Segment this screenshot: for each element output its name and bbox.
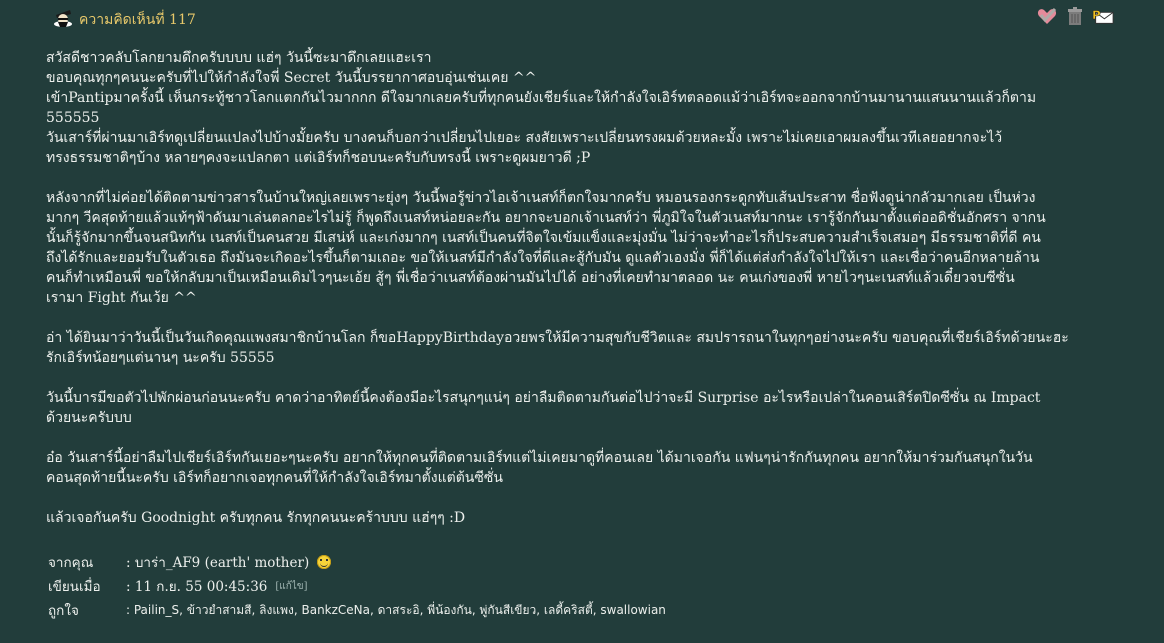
like-check-icon[interactable] xyxy=(1036,6,1058,26)
likes-row xyxy=(48,598,666,622)
body-line: อ่า ได้ยินมาว่าวันนี้เป็นวันเกิดคุณแพงสมาชิกบ้านโลก ก็ขอHappyBirthdayอวยพรให้มีความสุขกับชีวิตและ สมปรารถนาในทุกๆอย่างนะครับ ขอบคุณที่เชียร์เอิร์ทด้วยนะฮะ xyxy=(46,330,1069,346)
smiley-icon xyxy=(317,555,331,569)
body-line: วันนี้บารมีขอตัวไปพักผ่อนก่อนนะครับ คาดว่าอาทิตย์นี้คงต้องมีอะไรสนุกๆแน่ๆ อย่าลืมติดตามกันต่อไปว่าจะมี Surprise อะไรหรือเปล่าในคอนเสิร์ตปิดซีซั่น ณ Impact xyxy=(46,390,1041,406)
spy-icon xyxy=(52,6,74,28)
trash-icon[interactable] xyxy=(1064,6,1086,26)
body-line: แล้วเจอกันครับ Goodnight ครับทุกคน รักทุกคนนะคร้าบบบ แฮ่ๆๆ :D xyxy=(46,510,466,526)
likes-label: ถูกใจ xyxy=(48,603,79,619)
body-line: คอนสุดท้ายนี้นะครับ เอิร์ทก็อยากเจอทุกคนที่ให้กำลังใจเอิร์ทมาตั้งแต่ต้นซีซั่น xyxy=(46,470,503,486)
body-line: วันเสาร์ที่ผ่านมาเอิร์ทดูเปลี่ยนแปลงไปบ้างมั้ยครับ บางคนก็บอกว่าเปลี่ยนไปเยอะ สงสัยเพราะเปลี่ยนทรงผมด้วยหละมั้ง เพราะไม่เคยเอาผมลงขึ้นเวทีเลยอยากจะไว้ xyxy=(46,130,1003,146)
comment-body xyxy=(46,48,1121,528)
comment-title: ความคิดเห็นที่ 117 xyxy=(79,12,196,28)
svg-text:P: P xyxy=(1092,7,1101,22)
author-name[interactable]: : บาร่า_AF9 (earth' mother) xyxy=(126,555,310,571)
comment-header xyxy=(0,0,1164,34)
comment-toolbar xyxy=(1036,6,1114,26)
body-line: คนก็ทำเหมือนพี่ ขอให้กลับมาเป็นเหมือนเดิมไวๆนะเอ้ย สู้ๆ พี่เชื่อว่าเนสท์ต้องผ่านมันไปได้ อย่างที่เคยทำมาตลอด นะ คนเก่งของพี่ หายไวๆนะเนสท์แล้วเดี๋ยวจบซีซั่น xyxy=(46,270,1015,286)
body-line: ด้วยนะครับบบ xyxy=(46,410,132,426)
author-row xyxy=(48,550,666,574)
body-line: ทรงธรรมชาติๆบ้าง หลายๆคงจะแปลกตา แต่เอิร์ทก็ชอบนะครับกับทรงนี้ เพราะดูผมยาวดี ;P xyxy=(46,150,591,166)
date-row xyxy=(48,574,666,598)
body-line: รักเอิร์ทน้อยๆแต่นานๆ นะครับ 55555 xyxy=(46,350,275,366)
body-line: ขอบคุณทุกๆคนนะครับที่ไปให้กำลังใจพี่ Secret วันนี้บรรยากาศอบอุ่นเช่นเคย ^^ xyxy=(46,70,537,86)
comment-meta xyxy=(48,550,666,622)
body-line: ถึงได้รักและยอมรับในตัวเธอ ถึงมันจะเกิดอะไรขึ้นก็ตามเถอะ ขอให้เนสท์มีกำลังใจที่ดีและสู้กับมัน ดูแลตัวเองมั่ง พี่ก็ได้แต่ส่งกำลังใจไปให้เรา และเชื่อว่าคนอีกหลายล้าน xyxy=(46,250,1040,266)
written-label: เขียนเมื่อ xyxy=(48,579,101,595)
edit-link[interactable]: [แก้ไข] xyxy=(275,580,308,592)
body-line: อ๋อ วันเสาร์นี้อย่าลืมไปเชียร์เอิร์ทกันเยอะๆนะครับ อยากให้ทุกคนที่ติดตามเอิร์ทแต่ไม่เคยมาดูที่คอนเลย ได้มาเจอกัน แฟนๆน่ารักกันทุกคน อยากให้มาร่วมกันสนุกในวัน xyxy=(46,450,1033,466)
body-line: สวัสดีชาวคลับโลกยามดึกครับบบบ แฮ่ๆ วันนี้ซะมาดึกเลยแฮะเรา xyxy=(46,50,432,66)
message-icon[interactable] xyxy=(1092,6,1114,26)
from-label: จากคุณ xyxy=(48,555,94,571)
body-line: เรามา Fight กันเว้ย ^^ xyxy=(46,290,197,306)
body-line: นั้นก็รู้จักมากขึ้นจนสนิทกัน เนสท์เป็นคนสวย มีเสน่ห์ และเก่งมากๆ เนสท์เป็นคนที่จิตใจเข้มแข็งและมุ่งมั่น ไม่ว่าจะทำอะไรก็ประสบความสำเร็จเสมอๆ มีธรรมชาติที่ดี คน xyxy=(46,230,1041,246)
likers-list: : Pailin_S, ข้าวยำสามสี, ลิงแพง, BankzCeNa, ดาสระอิ, พี่น้องกัน, พู่กันสีเขียว, เลดี้คริสตี้, swallowian xyxy=(126,602,666,617)
body-line: เข้าPantipมาครั้งนี้ เห็นกระทู้ชาวโลกแตกกันไวมากกก ดีใจมากเลยครับที่ทุกคนยังเชียร์และให้กำลังใจเอิร์ทตลอดแม้ว่าเอิร์ทจะออกจากบ้านมานานแสนนานแล้วก็ตาม xyxy=(46,90,1037,106)
body-line: 555555 xyxy=(46,110,100,126)
body-line: มากๆ วีคสุดท้ายแล้วแท้ๆฟ้าดันมาเล่นตลกอะไรไม่รู้ ก็พูดถึงเนสท์หน่อยละกัน อยากจะบอกเจ้าเนสท์ว่า พี่ภูมิใจในตัวเนสท์มากนะ เรารู้จักกันมาตั้งแต่ออดิชั่นอักศรา จากน xyxy=(46,210,1046,226)
body-line: หลังจากที่ไม่ค่อยได้ติดตามข่าวสารในบ้านใหญ่เลยเพราะยุ่งๆ วันนี้พอรู้ข่าวไอเจ้าเนสท์ก็ตกใจมากครับ หมอนรองกระดูกทับเส้นประสาท ชื่อฟังดูน่ากลัวมากเลย เป็นห่วง xyxy=(46,190,1036,206)
post-date: : 11 ก.ย. 55 00:45:36 xyxy=(126,579,268,595)
